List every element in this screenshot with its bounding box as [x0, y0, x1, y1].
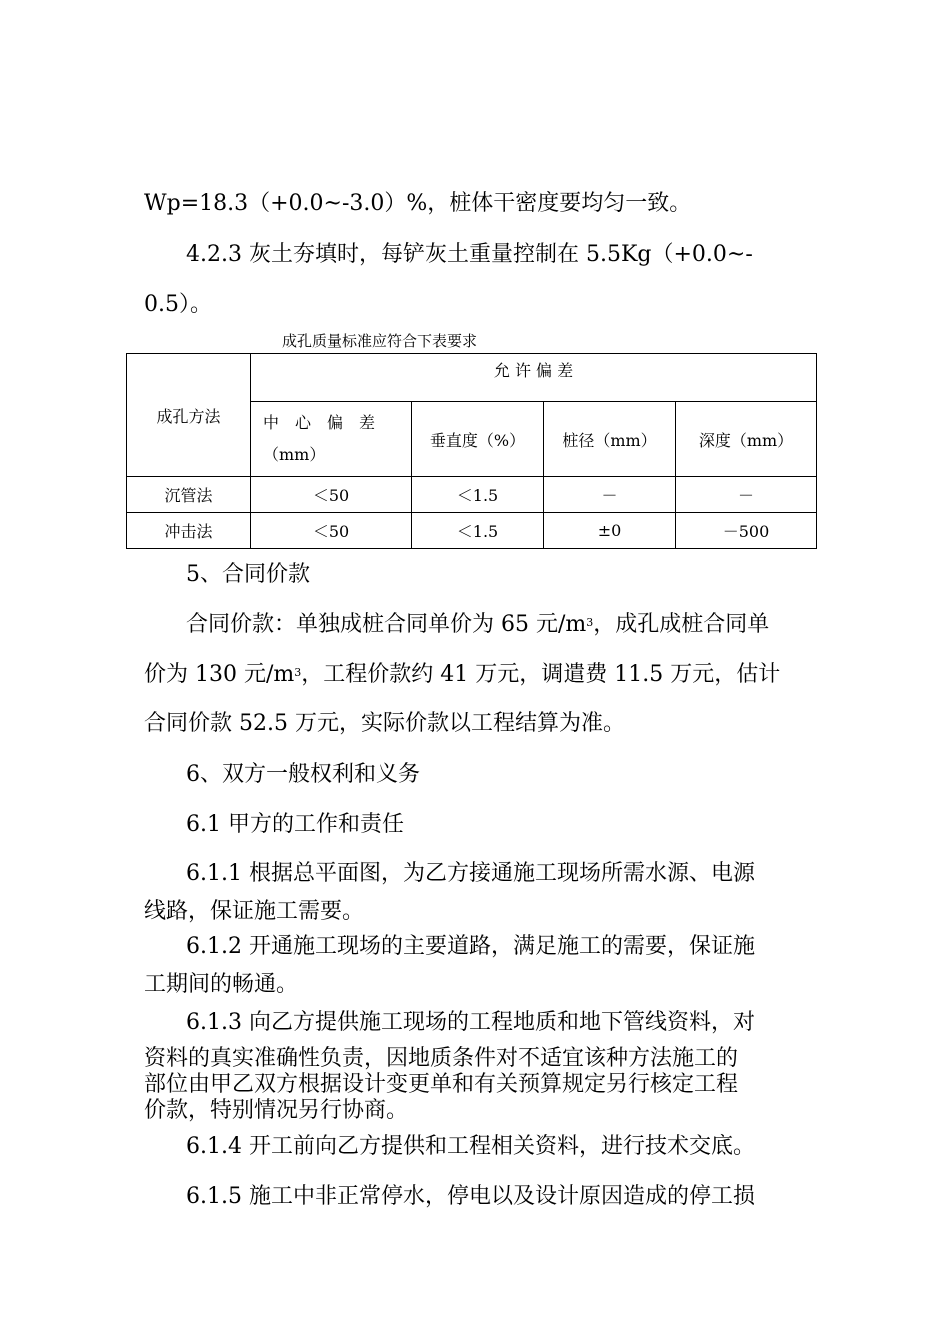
- paragraph-4-2-3-line2: 0.5）。: [144, 292, 212, 317]
- table-row: [127, 477, 817, 513]
- paragraph-4-2-3-line1: [186, 242, 806, 268]
- row-depth: －500: [676, 513, 817, 549]
- verticality-header: 垂直度（%）: [412, 402, 544, 477]
- table-caption: 成孔质量标准应符合下表要求: [282, 332, 478, 350]
- item-6-1-3-line1: 6.1.3 向乙方提供施工现场的工程地质和地下管线资料，对: [186, 1010, 755, 1035]
- item-6-1-2-line1: 6.1.2 开通施工现场的主要道路，满足施工的需要，保证施: [186, 934, 755, 959]
- item-6-1-1-line1: 6.1.1 根据总平面图，为乙方接通施工现场所需水源、电源: [186, 861, 755, 886]
- center-deviation-header: [251, 402, 412, 477]
- section-6-heading: 6、双方一般权利和义务: [186, 762, 420, 787]
- subsection-6-1: 6.1 甲方的工作和责任: [186, 812, 404, 837]
- hole-quality-table: [126, 353, 817, 549]
- item-6-1-3-line2: 资料的真实准确性负责，因地质条件对不适宜该种方法施工的: [144, 1046, 739, 1071]
- section-5-heading: 5、合同价款: [186, 562, 310, 587]
- center-deviation-unit: （mm）: [263, 445, 326, 464]
- text: 合同价款：单独成桩合同单价为 65 元/m: [186, 612, 587, 637]
- row-vertical: ＜1.5: [412, 513, 544, 549]
- item-6-1-3-line4: 价款，特别情况另行协商。: [144, 1098, 409, 1123]
- text: ，工程价款约 41 万元，调遣费 11.5 万元，估计: [301, 662, 781, 687]
- depth-header: 深度（mm）: [676, 402, 817, 477]
- row-vertical: ＜1.5: [412, 477, 544, 513]
- tolerance-header: 允 许 偏 差: [251, 354, 817, 402]
- section-5-line3: 合同价款 52.5 万元，实际价款以工程结算为准。: [144, 711, 625, 736]
- superscript: 3: [294, 666, 302, 679]
- item-6-1-5: 6.1.5 施工中非正常停水，停电以及设计原因造成的停工损: [186, 1184, 755, 1209]
- paragraph-4-2-3-text: 4.2.3 灰土夯填时，每铲灰土重量控制在 5.5Kg（+0.0~-: [186, 242, 753, 267]
- method-header: 成孔方法: [127, 354, 251, 477]
- text: 价为 130 元/m: [144, 662, 295, 687]
- row-center: ＜50: [251, 477, 412, 513]
- section-5-line2: [144, 662, 780, 688]
- row-diameter: ±0: [544, 513, 676, 549]
- table-row: [127, 513, 817, 549]
- diameter-header: 桩径（mm）: [544, 402, 676, 477]
- row-method: 冲击法: [127, 513, 251, 549]
- row-center: ＜50: [251, 513, 412, 549]
- superscript: 3: [586, 616, 594, 629]
- center-deviation-label: 中 心 偏 差: [263, 413, 376, 432]
- item-6-1-3-line3: 部位由甲乙双方根据设计变更单和有关预算规定另行核定工程: [144, 1072, 739, 1097]
- row-method: 沉管法: [127, 477, 251, 513]
- row-diameter: －: [544, 477, 676, 513]
- item-6-1-4: 6.1.4 开工前向乙方提供和工程相关资料，进行技术交底。: [186, 1134, 755, 1159]
- text: ，成孔成桩合同单: [593, 612, 770, 637]
- row-depth: －: [676, 477, 817, 513]
- paragraph-wp: Wp=18.3（+0.0~-3.0）%，桩体干密度要均匀一致。: [144, 191, 692, 216]
- section-5-line1: [186, 612, 769, 638]
- item-6-1-1-line2: 线路，保证施工需要。: [144, 899, 365, 924]
- item-6-1-2-line2: 工期间的畅通。: [144, 972, 299, 997]
